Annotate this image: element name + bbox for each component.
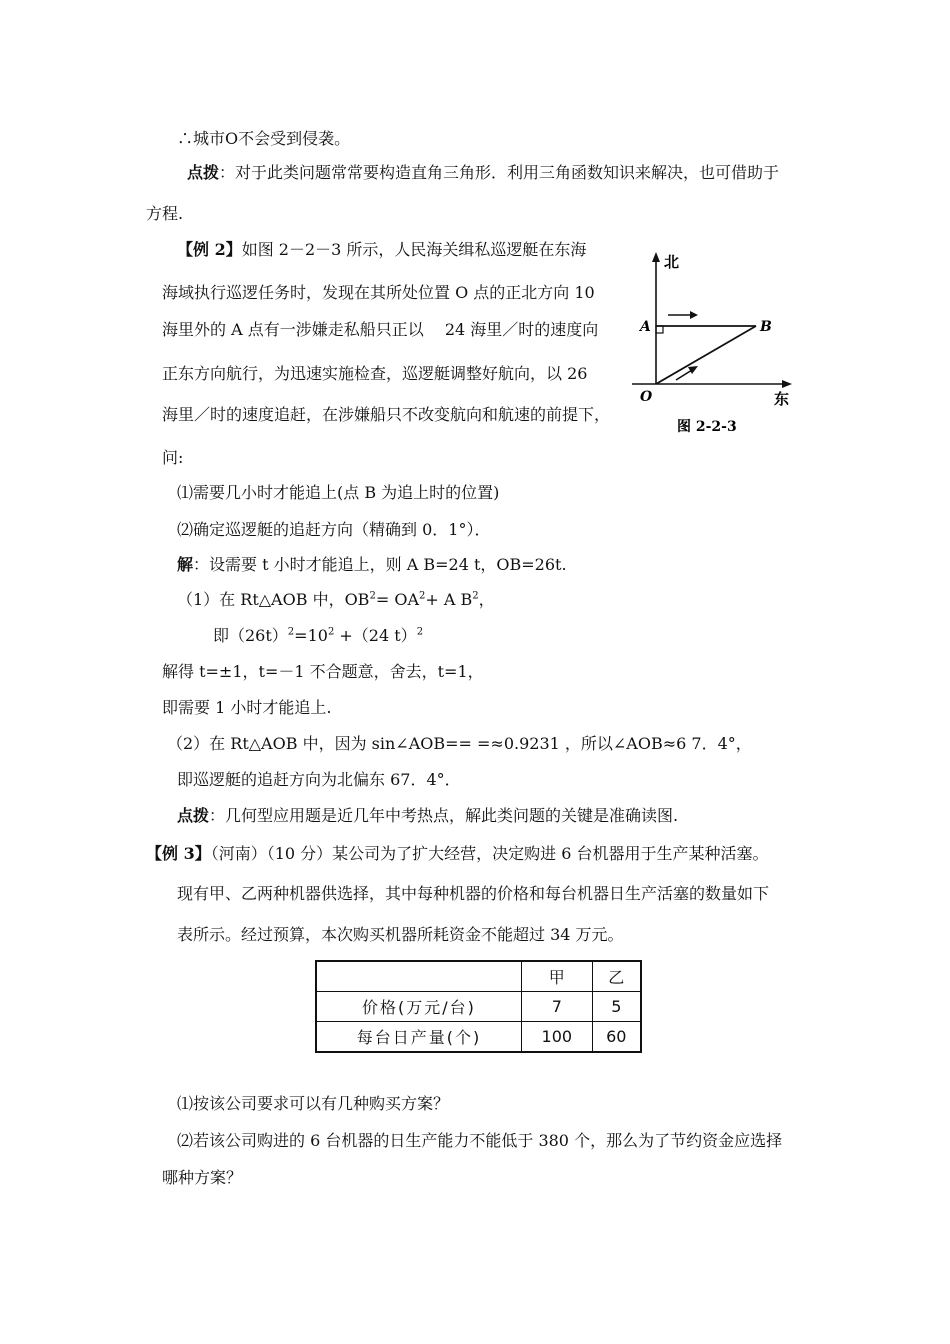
figure-2-2-3 bbox=[622, 246, 808, 442]
example-3-label: 【例 3】 bbox=[146, 844, 211, 863]
east-label: 东 bbox=[774, 390, 790, 408]
tip-text: ：对于此类问题常常要构造直角三角形．利用三角函数知识来解决，也可借助于 bbox=[219, 163, 780, 182]
example-3-line-3: 表所示。经过预算，本次购买机器所耗资金不能超过 34 万元。 bbox=[177, 925, 624, 944]
solution-step-6: 即巡逻艇的追赶方向为北偏东 67．4°． bbox=[177, 770, 461, 789]
figure-caption: 图 2-2-3 bbox=[677, 419, 737, 435]
north-arrow-icon bbox=[652, 252, 660, 262]
table-cell: 60 bbox=[592, 1021, 641, 1052]
solution-intro bbox=[177, 555, 567, 575]
step-2-sup-3: 2 bbox=[416, 626, 424, 638]
point-b-label: B bbox=[760, 319, 772, 335]
solution-label: 解 bbox=[177, 555, 194, 574]
example-2-line-2: 海域执行巡逻任务时，发现在其所处位置 O 点的正北方向 10 bbox=[162, 283, 595, 302]
table-header-cell: 乙 bbox=[592, 961, 641, 992]
example-2-line-6: 问: bbox=[162, 448, 184, 467]
table-row bbox=[316, 1021, 641, 1052]
solution-text: ：设需要 t 小时才能追上，则 A B=24 t，OB=26t. bbox=[193, 555, 567, 574]
problem-2-continuation: 哪种方案？ bbox=[162, 1168, 243, 1187]
tip-paragraph-2 bbox=[177, 806, 678, 826]
step-2-part-c: +（24 t） bbox=[334, 626, 417, 645]
question-2: ⑵确定巡逻艇的追赶方向（精确到 0．1°）． bbox=[177, 520, 491, 539]
step-1-sup-2: 2 bbox=[419, 590, 426, 602]
solution-step-4: 即需要 1 小时才能追上. bbox=[162, 698, 332, 717]
step-1-part-a: （1）在 Rt△AOB 中，OB bbox=[177, 590, 370, 609]
example-3-text-1: （河南）（10 分）某公司为了扩大经营，决定购进 6 台机器用于生产某种活塞。 bbox=[210, 844, 769, 863]
solution-step-2 bbox=[213, 626, 423, 646]
example-2-line-1 bbox=[177, 240, 586, 260]
table-header-row bbox=[316, 961, 641, 992]
example-2-label: 【例 2】 bbox=[177, 240, 242, 259]
line-conclusion: ∴城市O不会受到侵袭。 bbox=[177, 129, 351, 148]
point-o-label: O bbox=[640, 389, 653, 405]
problem-1: ⑴按该公司要求可以有几种购买方案？ bbox=[177, 1094, 450, 1113]
example-2-text-1: 如图 2－2－3 所示，人民海关缉私巡逻艇在东海 bbox=[241, 240, 587, 259]
step-2-sup-2: 2 bbox=[327, 626, 335, 638]
step-1-part-b: = OA bbox=[375, 590, 419, 609]
ship-direction-arrow-icon bbox=[690, 311, 698, 319]
table-cell: 每台日产量(个) bbox=[316, 1021, 522, 1052]
segment-ob bbox=[656, 326, 756, 384]
table-cell: 5 bbox=[592, 992, 641, 1022]
patrol-direction-arrow-icon bbox=[688, 366, 698, 374]
step-2-part-a: 即（26t） bbox=[213, 626, 288, 645]
point-a-label: A bbox=[640, 319, 651, 335]
tip-continuation: 方程. bbox=[146, 204, 184, 223]
right-angle-mark bbox=[656, 326, 663, 333]
step-2-sup-1: 2 bbox=[287, 626, 295, 638]
table-cell: 100 bbox=[522, 1021, 593, 1052]
solution-step-5: （2）在 Rt△AOB 中，因为 sin∠AOB== =≈0.9231 ，所以∠AOB≈6 7．4°， bbox=[167, 734, 752, 753]
table-row bbox=[316, 992, 641, 1022]
example-3-line-2: 现有甲、乙两种机器供选择，其中每种机器的价格和每台机器日生产活塞的数量如下 bbox=[177, 884, 770, 903]
example-3-line-1 bbox=[146, 844, 769, 864]
tip-paragraph-1 bbox=[187, 163, 779, 183]
problem-2: ⑵若该公司购进的 6 台机器的日生产能力不能低于 380 个，那么为了节约资金应选择 bbox=[177, 1131, 783, 1150]
table-cell: 7 bbox=[522, 992, 593, 1022]
example-2-line-4: 正东方向航行，为迅速实施检查，巡逻艇调整好航向，以 26 bbox=[162, 364, 588, 383]
question-1: ⑴需要几小时才能追上(点 B 为追上时的位置) bbox=[177, 483, 500, 502]
north-label: 北 bbox=[664, 253, 680, 271]
example-2-line-3: 海里外的 A 点有一涉嫌走私船只正以 24 海里／时的速度向 bbox=[162, 320, 599, 339]
table-cell: 价格(万元/台) bbox=[316, 992, 522, 1022]
solution-step-1 bbox=[177, 590, 495, 610]
solution-step-3: 解得 t=±1，t=－1 不合题意，舍去，t=1， bbox=[162, 662, 484, 681]
tip-2-label: 点拨 bbox=[177, 806, 210, 825]
step-1-part-c: + A B bbox=[425, 590, 473, 609]
table-header-cell: 甲 bbox=[522, 961, 593, 992]
step-1-part-d: ， bbox=[478, 590, 495, 609]
step-1-sup-1: 2 bbox=[369, 590, 376, 602]
step-2-part-b: =10 bbox=[294, 626, 328, 645]
table-header-cell bbox=[316, 961, 522, 992]
tip-2-text: ：几何型应用题是近几年中考热点，解此类问题的关键是准确读图. bbox=[209, 806, 679, 825]
tip-label: 点拨 bbox=[187, 163, 220, 182]
step-1-sup-3: 2 bbox=[472, 590, 479, 602]
machine-table bbox=[315, 960, 642, 1053]
example-2-line-5: 海里／时的速度追赶，在涉嫌船只不改变航向和航速的前提下， bbox=[162, 405, 611, 424]
east-arrow-icon bbox=[782, 380, 792, 388]
